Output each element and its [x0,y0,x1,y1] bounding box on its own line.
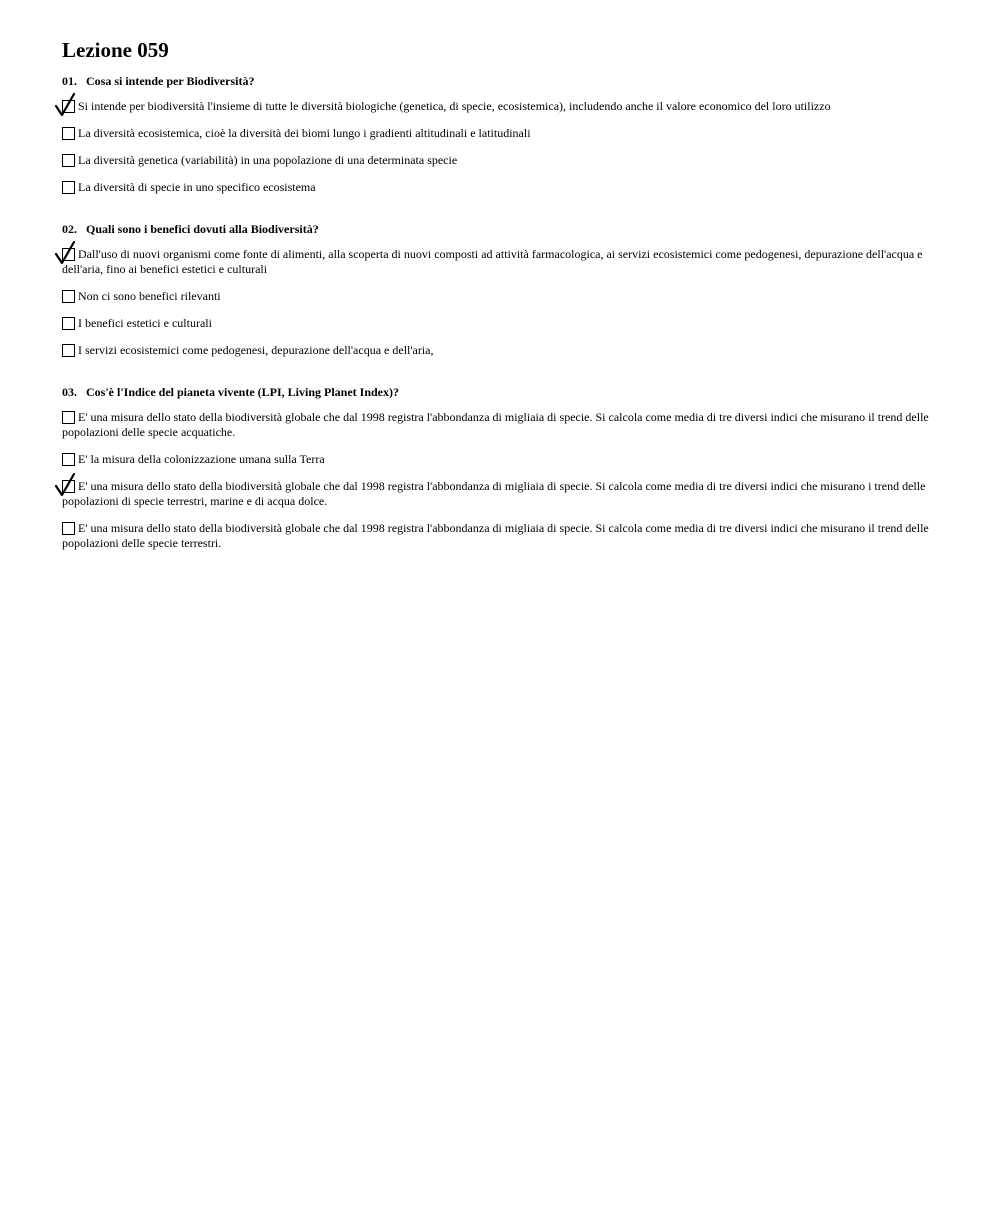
answer-text: La diversità ecosistemica, cioè la diversità dei biomi lungo i gradienti altitudinali e latitudinali [78,126,531,140]
answer-checkbox[interactable] [62,181,75,194]
answer-option[interactable] [62,126,942,141]
answer-checkbox[interactable] [62,522,75,535]
answer-checkbox[interactable] [62,411,75,424]
answer-checkbox[interactable] [62,344,75,357]
question-text: Cosa si intende per Biodiversità? [86,74,255,88]
question-heading [62,73,942,89]
quiz-page [62,38,942,577]
answer-option[interactable] [62,247,942,277]
question-text: Quali sono i benefici dovuti alla Biodiversità? [86,222,319,236]
answer-checkbox[interactable] [62,248,75,261]
page-title: Lezione 059 [62,38,169,62]
answer-text: Dall'uso di nuovi organismi come fonte di alimenti, alla scoperta di nuovi composti ad attività farmacologica, ai servizi ecosistemici come pedogenesi, depurazione dell'acqua e dell'aria, fino ai benefici estetici e culturali [62,247,923,276]
question-1 [62,73,942,195]
answer-text: La diversità genetica (variabilità) in una popolazione di una determinata specie [78,153,458,167]
answer-checkbox[interactable] [62,154,75,167]
question-3 [62,384,942,551]
answer-option[interactable] [62,316,942,331]
answer-option[interactable] [62,479,942,509]
answer-checkbox[interactable] [62,317,75,330]
answer-option[interactable] [62,521,942,551]
answer-option[interactable] [62,452,942,467]
answer-text: E' una misura dello stato della biodiversità globale che dal 1998 registra l'abbondanza di migliaia di specie. Si calcola come media di tre diversi indici che misurano i trend delle popolazioni di specie terrestri, marine e di acqua dolce. [62,479,926,508]
question-heading [62,384,942,400]
answer-option[interactable] [62,410,942,440]
answer-checkbox[interactable] [62,290,75,303]
answer-text: E' una misura dello stato della biodiversità globale che dal 1998 registra l'abbondanza di migliaia di specie. Si calcola come media di tre diversi indici che misurano il trend delle popolazioni delle specie acquatiche. [62,410,929,439]
answer-text: Si intende per biodiversità l'insieme di tutte le diversità biologiche (genetica, di specie, ecosistemica), includendo anche il valore economico del loro utilizzo [78,99,831,113]
answer-text: E' una misura dello stato della biodiversità globale che dal 1998 registra l'abbondanza di migliaia di specie. Si calcola come media di tre diversi indici che misurano il trend delle popolazioni delle specie terrestri. [62,521,929,550]
question-heading [62,221,942,237]
answer-checkbox[interactable] [62,453,75,466]
answer-text: La diversità di specie in uno specifico ecosistema [78,180,316,194]
answer-option[interactable] [62,343,942,358]
answer-checkbox[interactable] [62,127,75,140]
answer-checkbox[interactable] [62,480,75,493]
answer-option[interactable] [62,99,942,114]
question-2 [62,221,942,358]
answer-text: I benefici estetici e culturali [78,316,212,330]
question-text: Cos'è l'Indice del pianeta vivente (LPI, Living Planet Index)? [86,385,400,399]
question-list [62,73,942,551]
answer-option[interactable] [62,153,942,168]
question-number: 01. [62,74,77,88]
answer-text: E' la misura della colonizzazione umana sulla Terra [78,452,325,466]
answer-text: I servizi ecosistemici come pedogenesi, depurazione dell'acqua e dell'aria, [78,343,434,357]
question-number: 03. [62,385,77,399]
answer-option[interactable] [62,180,942,195]
answer-option[interactable] [62,289,942,304]
answer-checkbox[interactable] [62,100,75,113]
answer-text: Non ci sono benefici rilevanti [78,289,221,303]
question-number: 02. [62,222,77,236]
